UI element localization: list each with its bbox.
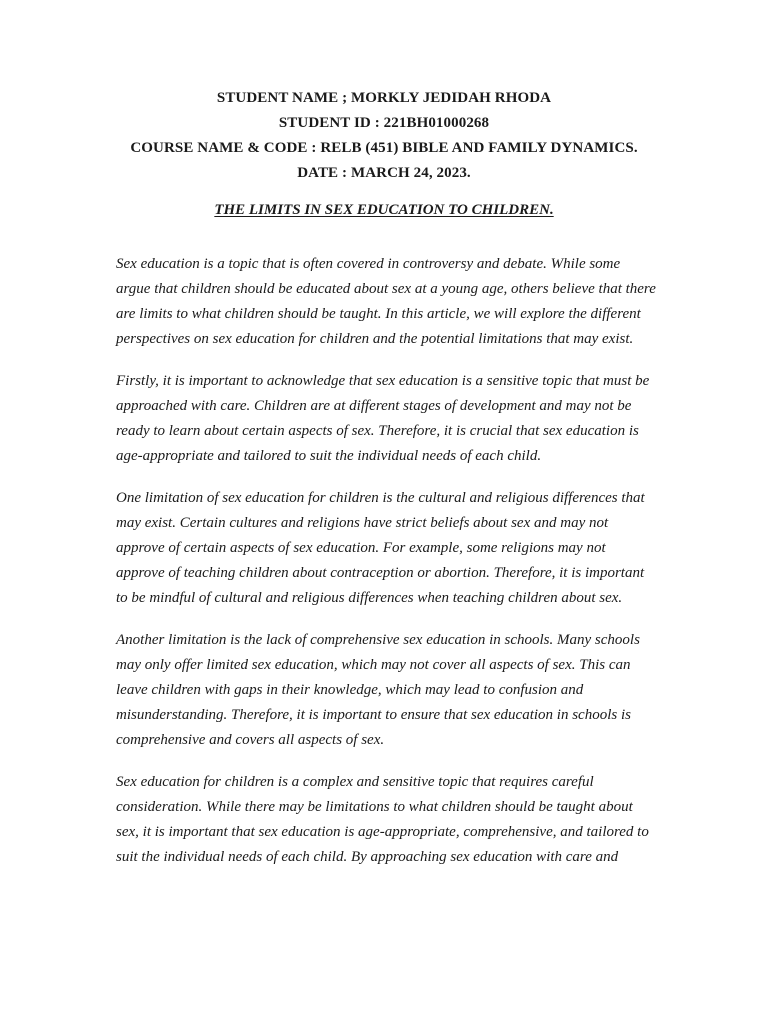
course-name-code: COURSE NAME & CODE : RELB (451) BIBLE AND FAMILY DYNAMICS.	[130, 140, 638, 156]
paragraph-1: Sex education is a topic that is often covered in controversy and debate. While some argue that children should be educated about sex at a young age, others believe that there are limits to what children should be taught. In this article, we will explore the different perspectives on sex education for children and the potential limitations that may exist.	[116, 256, 656, 347]
document-header	[0, 86, 768, 186]
date: DATE : MARCH 24, 2023.	[297, 165, 471, 181]
document-title: THE LIMITS IN SEX EDUCATION TO CHILDREN.	[214, 202, 554, 218]
student-id: STUDENT ID : 221BH01000268	[278, 115, 490, 131]
paragraph-2: Firstly, it is important to acknowledge that sex education is a sensitive topic that must be approached with care. Children are at different stages of development and may not be ready to learn about certain aspects of sex. Therefore, it is crucial that sex education is age-appropriate and tailored to suit the individual needs of each child.	[116, 373, 650, 464]
paragraph-3: One limitation of sex education for children is the cultural and religious differences that may exist. Certain cultures and religions have strict beliefs about sex and may not approve of certain aspects of sex education. For example, some religions may not approve of teaching children about contraception or abortion. Therefore, it is important to be mindful of cultural and religious differences when teaching children about sex.	[116, 490, 645, 606]
student-name: STUDENT NAME ; MORKLY JEDIDAH RHODA	[216, 90, 552, 106]
document-body	[116, 252, 656, 887]
paragraph-4: Another limitation is the lack of comprehensive sex education in schools. Many schools may only offer limited sex education, which may not cover all aspects of sex. This can leave children with gaps in their knowledge, which may lead to confusion and misunderstanding. Therefore, it is important to ensure that sex education in schools is comprehensive and covers all aspects of sex.	[116, 632, 640, 748]
paragraph-5: Sex education for children is a complex and sensitive topic that requires careful consideration. While there may be limitations to what children should be taught about sex, it is important that sex education is age-appropriate, comprehensive, and tailored to suit the individual needs of each child. By approaching sex education with care and	[116, 774, 649, 865]
